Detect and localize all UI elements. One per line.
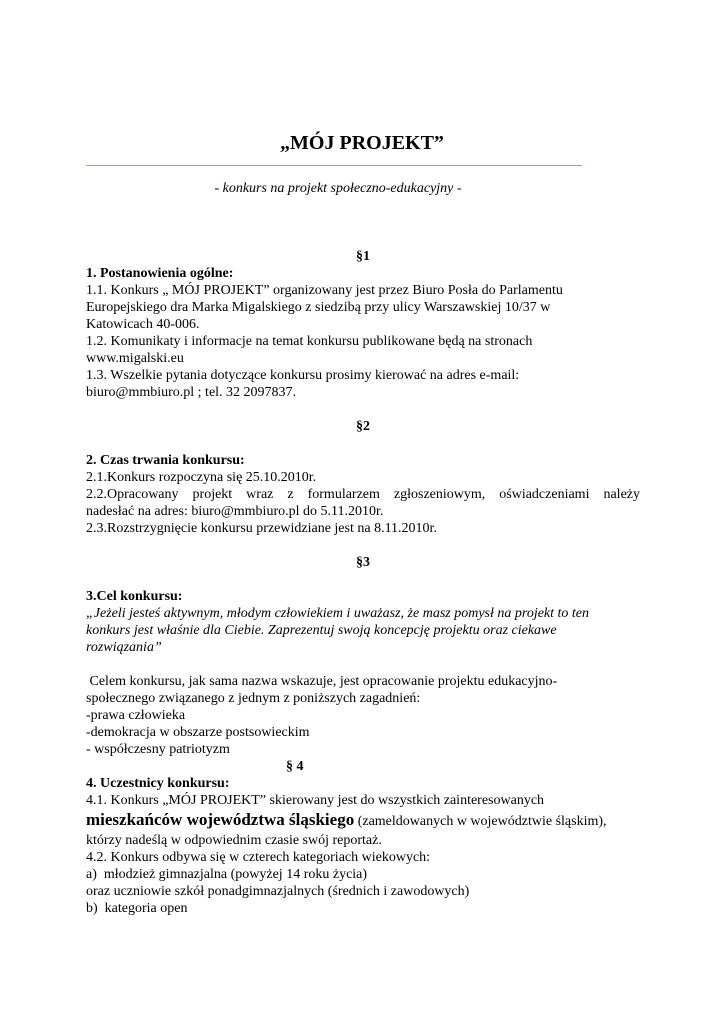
emphasis-text: mieszkańców województwa śląskiego [86, 810, 355, 829]
list-item: -prawa człowieka [86, 708, 186, 723]
quote-line: „Jeżeli jesteś aktywnym, młodym człowiekiem i uważasz, że masz pomysł na projekt to ten [86, 606, 590, 621]
text-line: 4.1. Konkurs „MÓJ PROJEKT” skierowany jest do wszystkich zainteresowanych [86, 793, 545, 808]
text-line: społecznego związanego z jednym z poniższych zagadnień: [86, 691, 421, 706]
section-heading-2: 2. Czas trwania konkursu: [86, 453, 245, 468]
text-line: Europejskiego dra Marka Migalskiego z siedzibą przy ulicy Warszawskiej 10/37 w [86, 300, 551, 315]
section-mark-1: §1 [356, 249, 370, 264]
section-mark-2: §2 [356, 419, 370, 434]
text-line: którzy nadeślą w odpowiednim czasie swój reportaż. [86, 833, 382, 848]
text-line: Celem konkursu, jak sama nazwa wskazuje, jest opracowanie projektu edukacyjno- [86, 674, 558, 689]
contact-line: biuro@mmbiuro.pl ; tel. 32 2097837. [86, 385, 297, 400]
text-fragment: (zameldowanych w województwie śląskim), [354, 814, 607, 829]
list-item: - współczesny patriotyzm [86, 742, 230, 757]
list-item: a) młodzież gimnazjalna (powyżej 14 roku życia) [86, 867, 368, 882]
quote-line: rozwiązania” [86, 640, 162, 655]
section-mark-4: § 4 [286, 759, 304, 774]
text-line: 2.2.Opracowany projekt wraz z formularzem zgłoszeniowym, oświadczeniami należy [86, 487, 640, 502]
title-divider [86, 165, 582, 166]
document-body [86, 248, 640, 917]
text-line: 1.2. Komunikaty i informacje na temat konkursu publikowane będą na stronach [86, 334, 533, 349]
document-title: „MÓJ PROJEKT” [280, 132, 444, 154]
text-line: 2.3.Rozstrzygnięcie konkursu przewidziane jest na 8.11.2010r. [86, 521, 437, 536]
website-link[interactable]: www.migalski.eu [86, 351, 184, 366]
section-heading-4: 4. Uczestnicy konkursu: [86, 776, 230, 791]
text-line: 1.1. Konkurs „ MÓJ PROJEKT” organizowany jest przez Biuro Posła do Parlamentu [86, 283, 563, 298]
text-line: nadesłać na adres: biuro@mmbiuro.pl do 5.11.2010r. [86, 504, 384, 519]
text-line: 2.1.Konkurs rozpoczyna się 25.10.2010r. [86, 470, 317, 485]
section-mark-3: §3 [356, 555, 370, 570]
text-line [86, 809, 640, 832]
section-heading-3: 3.Cel konkursu: [86, 589, 183, 604]
document-subtitle: - konkurs na projekt społeczno-edukacyjny - [214, 181, 462, 196]
text-line: oraz uczniowie szkół ponadgimnazjalnych (średnich i zawodowych) [86, 884, 470, 899]
section-heading-1: 1. Postanowienia ogólne: [86, 266, 234, 281]
quote-line: konkurs jest właśnie dla Ciebie. Zaprezentuj swoją koncepcję projektu oraz ciekawe [86, 623, 557, 638]
list-item: -demokracja w obszarze postsowieckim [86, 725, 310, 740]
list-item: b) kategoria open [86, 901, 188, 916]
text-line: Katowicach 40-006. [86, 317, 200, 332]
text-line: 1.3. Wszelkie pytania dotyczące konkursu prosimy kierować na adres e-mail: [86, 368, 520, 383]
text-line: 4.2. Konkurs odbywa się w czterech kategoriach wiekowych: [86, 850, 431, 865]
